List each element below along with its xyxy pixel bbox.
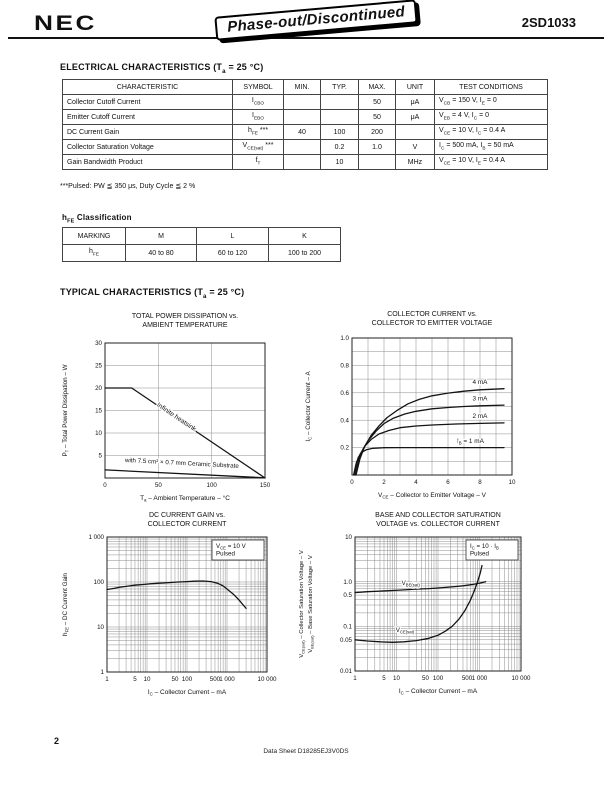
table-cell: $V_{CE} = 10$ V, $I_E = 0.4$ A: [435, 155, 548, 170]
table-cell: 50: [359, 110, 396, 125]
x-axis-label: $I_C$ – Collector Current – mA: [398, 688, 478, 696]
table-cell: DC Current Gain: [63, 125, 233, 140]
table-cell: $I_{EBO}$: [233, 110, 284, 125]
table-cell: 200: [359, 125, 396, 140]
part-number: 2SD1033: [521, 15, 576, 30]
table-cell: 60 to 120: [197, 245, 269, 262]
svg-text:2 mA: 2 mA: [472, 413, 488, 421]
table-cell: [359, 155, 396, 170]
column-header: UNIT: [396, 80, 435, 95]
svg-text:COLLECTOR CURRENT vs.: COLLECTOR CURRENT vs.: [387, 311, 477, 318]
svg-text:8: 8: [478, 479, 482, 486]
svg-text:TOTAL POWER DISSIPATION vs.: TOTAL POWER DISSIPATION vs.: [131, 313, 239, 320]
chart-title: [132, 313, 238, 329]
svg-text:0.1: 0.1: [343, 623, 352, 631]
svg-text:5: 5: [133, 676, 137, 683]
svg-text:500: 500: [461, 675, 473, 682]
table-cell: Emitter Cutoff Current: [63, 110, 233, 125]
table-cell: [284, 140, 321, 155]
table-row: [63, 155, 548, 170]
svg-text:BASE AND COLLECTOR SATURATION: BASE AND COLLECTOR SATURATION: [375, 512, 501, 519]
table-header-row: [63, 80, 548, 95]
table-cell: $I_{CBO}$: [233, 95, 284, 110]
svg-text:10: 10: [143, 676, 151, 683]
svg-text:0: 0: [103, 482, 107, 489]
svg-text:VOLTAGE vs. COLLECTOR CURRENT: VOLTAGE vs. COLLECTOR CURRENT: [376, 521, 500, 528]
y-axis-label: $h_{FE}$ – DC Current Gain: [62, 573, 70, 636]
y-axis-label: $P_T$ – Total Power Dissipation – W: [62, 364, 70, 457]
svg-text:VBE(sat): $V_{BE(sat)}$: [401, 580, 420, 588]
svg-text:Infinite heatsink: Infinite heatsink: [155, 401, 198, 434]
table-cell: 100 to 200: [269, 245, 341, 262]
svg-text:AMBIENT TEMPERATURE: AMBIENT TEMPERATURE: [142, 322, 228, 329]
pulsed-footnote: ***Pulsed: PW ≦ 350 μs, Duty Cycle ≦ 2 %: [60, 183, 196, 190]
svg-text:DC CURRENT GAIN vs.: DC CURRENT GAIN vs.: [148, 512, 226, 519]
page-number: 2: [54, 736, 60, 746]
svg-text:10: 10: [508, 479, 516, 486]
table-cell: [284, 95, 321, 110]
column-header: M: [126, 228, 197, 245]
svg-text:Pulsed: Pulsed: [470, 550, 489, 558]
svg-text:25: 25: [95, 362, 102, 370]
x-axis-label: $T_a$ – Ambient Temperature – °C: [140, 495, 230, 503]
electrical-characteristics-table: [62, 79, 548, 170]
table-cell: 0.2: [321, 140, 359, 155]
phase-out-stamp: Phase-out/Discontinued: [214, 0, 418, 41]
column-header: MAX.: [359, 80, 396, 95]
table-cell: $V_{CE} = 10$ V, $I_C = 0.4$ A: [435, 125, 548, 140]
svg-text:10: 10: [393, 675, 400, 682]
table-cell: [284, 110, 321, 125]
svg-text:5: 5: [98, 452, 102, 460]
svg-text:10: 10: [345, 534, 352, 542]
curve-labels: [457, 379, 488, 445]
axis-ticks: [340, 335, 516, 486]
svg-text:0.05: 0.05: [339, 636, 352, 644]
svg-text:COLLECTOR TO EMITTER VOLTAGE: COLLECTOR TO EMITTER VOLTAGE: [371, 320, 493, 327]
table-cell: $V_{CB} = 150$ V, $I_E = 0$: [435, 95, 548, 110]
column-header: K: [269, 228, 341, 245]
table-row: [63, 95, 548, 110]
svg-text:0.4: 0.4: [340, 417, 349, 425]
chart-title: [148, 512, 228, 528]
svg-text:IC = 10 · IB: $I_C = 10 \cdot I_B$: [470, 543, 499, 551]
svg-text:50: 50: [154, 482, 162, 489]
chart-grid: [352, 338, 512, 475]
table-row: [63, 125, 548, 140]
table-cell: Collector Cutoff Current: [63, 95, 233, 110]
table-cell: 100: [321, 125, 359, 140]
svg-text:1.0: 1.0: [340, 335, 349, 343]
svg-text:100: 100: [93, 579, 104, 587]
table-row: [63, 245, 341, 262]
x-axis-label: $I_C$ – Collector Current – mA: [147, 689, 227, 697]
svg-text:1: 1: [105, 676, 109, 683]
svg-text:VCE = 10 V: $V_{CE} = 10$ V: [216, 543, 246, 551]
table-cell: $f_T$: [233, 155, 284, 170]
svg-text:100: 100: [181, 676, 193, 683]
table-cell: 10: [321, 155, 359, 170]
column-header: MARKING: [63, 228, 126, 245]
series-with-7-5-cm-0-7-mm-ceramic-substrate: [105, 470, 265, 478]
column-header: CHARACTERISTIC: [63, 80, 233, 95]
chart-dc-current-gain: [55, 506, 311, 717]
table-cell: V: [396, 140, 435, 155]
column-header: TYP.: [321, 80, 359, 95]
svg-text:2: 2: [382, 479, 386, 486]
svg-text:1 000: 1 000: [471, 675, 488, 682]
chart-title: [375, 512, 501, 528]
table-cell: MHz: [396, 155, 435, 170]
svg-text:50: 50: [422, 675, 429, 682]
table-cell: $V_{CE(sat)}$ ***: [233, 140, 284, 155]
svg-text:1 000: 1 000: [219, 676, 235, 683]
column-header: TEST CONDITIONS: [435, 80, 548, 95]
electrical-characteristics-heading: ELECTRICAL CHARACTERISTICS ($T_a = 25$ °C): [60, 62, 264, 75]
header-rule: [8, 37, 604, 39]
column-header: SYMBOL: [233, 80, 284, 95]
hfe-classification-heading: $h_{FE}$ Classification: [62, 213, 132, 225]
table-cell: $V_{EB} = 4$ V, $I_C = 0$: [435, 110, 548, 125]
svg-text:15: 15: [95, 407, 102, 415]
svg-text:20: 20: [95, 385, 102, 393]
svg-text:50: 50: [171, 676, 179, 683]
y-axis-label: $V_{CE(sat)}$ – Collector Saturation Voltage – V: [299, 550, 306, 658]
svg-text:100: 100: [432, 675, 444, 682]
svg-text:Pulsed: Pulsed: [216, 550, 235, 558]
typical-characteristics-heading: TYPICAL CHARACTERISTICS ($T_a = 25$ °C): [60, 287, 245, 300]
table-row: [63, 140, 548, 155]
svg-text:IB = 1 mA: $I_B = 1$ mA: [456, 437, 484, 446]
table-cell: 1.0: [359, 140, 396, 155]
chart-collector-current-vs-vce: [298, 308, 560, 513]
table-cell: μA: [396, 110, 435, 125]
svg-text:500: 500: [209, 676, 221, 683]
column-header: L: [197, 228, 269, 245]
condition-note-box: [466, 540, 518, 560]
table-cell: $I_C = 500$ mA, $I_B = 50$ mA: [435, 140, 548, 155]
svg-text:100: 100: [206, 482, 217, 489]
chart-saturation-voltage: [293, 506, 565, 717]
svg-text:1.0: 1.0: [343, 578, 352, 586]
table-row: [63, 110, 548, 125]
svg-text:3 mA: 3 mA: [472, 395, 488, 403]
table-cell: Collector Saturation Voltage: [63, 140, 233, 155]
chart-total-power-dissipation: [55, 308, 311, 513]
y-axis-label: $V_{BE(sat)}$ – Base Saturation Voltage – V: [308, 555, 315, 653]
chart-title: [372, 311, 493, 327]
svg-text:1 000: 1 000: [88, 534, 104, 542]
table-cell: μA: [396, 95, 435, 110]
table-cell: 40 to 80: [126, 245, 197, 262]
svg-text:1: 1: [353, 675, 357, 682]
doc-id-footer: Data Sheet D18285EJ3V0DS: [263, 748, 349, 755]
svg-text:with 7.5 cm² × 0.7 mm Ceramic: with 7.5 cm² × 0.7 mm Ceramic Substrate: [124, 456, 239, 470]
svg-text:0.2: 0.2: [340, 444, 349, 452]
table-cell: [396, 125, 435, 140]
table-cell: [321, 110, 359, 125]
svg-text:0.6: 0.6: [340, 389, 349, 397]
table-cell: $h_{FE}$: [63, 245, 126, 262]
svg-text:10 000: 10 000: [257, 676, 277, 683]
table-cell: [321, 95, 359, 110]
table-cell: $h_{FE}$ ***: [233, 125, 284, 140]
svg-text:1: 1: [100, 669, 104, 677]
svg-text:5: 5: [382, 675, 386, 682]
curve-labels: [124, 402, 240, 470]
svg-text:6: 6: [446, 479, 450, 486]
table-cell: 50: [359, 95, 396, 110]
svg-text:4: 4: [414, 479, 418, 486]
svg-text:30: 30: [95, 340, 102, 348]
table-cell: 40: [284, 125, 321, 140]
svg-text:10 000: 10 000: [511, 675, 531, 682]
svg-text:10: 10: [97, 624, 104, 632]
svg-text:150: 150: [259, 482, 271, 489]
condition-note-box: [212, 540, 264, 560]
table-header-row: [63, 228, 341, 245]
nec-logo: NEC: [34, 12, 97, 35]
hfe-classification-table: [62, 227, 341, 262]
y-axis-label: $I_C$ – Collector Current – A: [305, 371, 313, 442]
svg-text:0.01: 0.01: [339, 668, 352, 676]
svg-text:0: 0: [350, 479, 354, 486]
svg-text:4 mA: 4 mA: [472, 378, 488, 386]
svg-text:0.5: 0.5: [343, 592, 352, 600]
table-cell: Gain Bandwidth Product: [63, 155, 233, 170]
x-axis-label: $V_{CE}$ – Collector to Emitter Voltage – V: [377, 492, 487, 500]
column-header: MIN.: [284, 80, 321, 95]
svg-text:VCE(sat): $V_{CE(sat)}$: [395, 627, 415, 635]
svg-text:0.8: 0.8: [340, 362, 349, 370]
svg-text:10: 10: [95, 430, 102, 438]
table-cell: [284, 155, 321, 170]
svg-text:COLLECTOR CURRENT: COLLECTOR CURRENT: [147, 521, 227, 528]
